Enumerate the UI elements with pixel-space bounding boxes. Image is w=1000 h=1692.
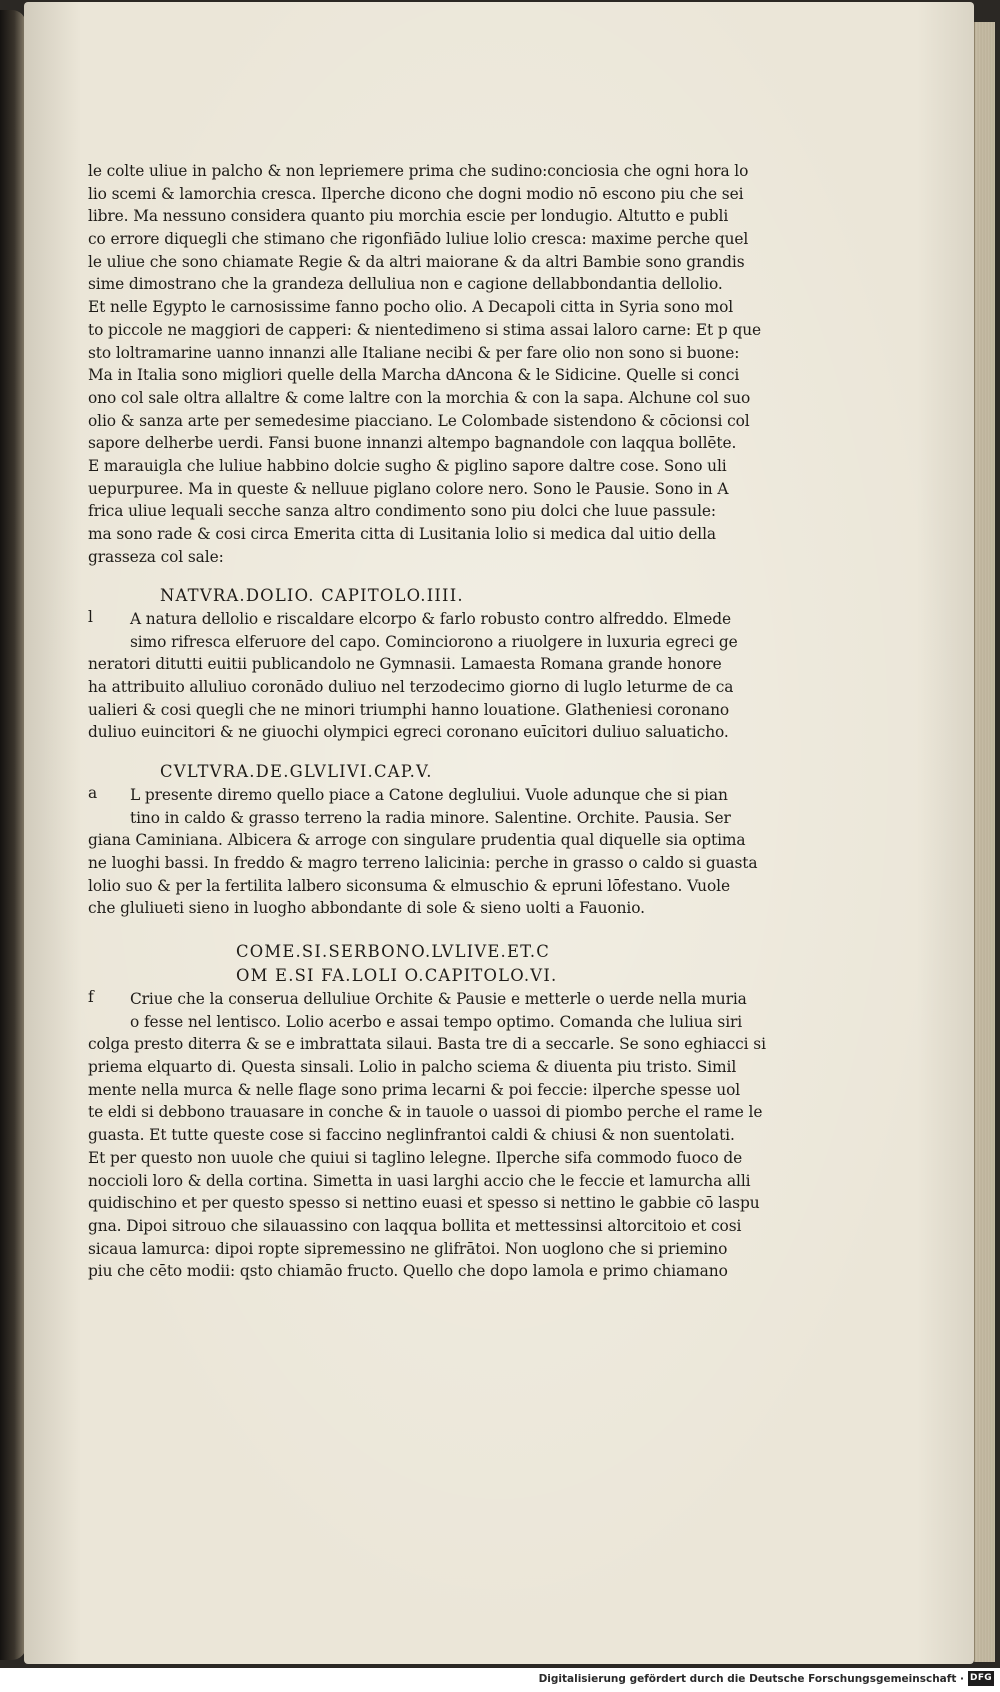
chapter-heading: OM E.SI FA.LOLI O.CAPITOLO.VI. [236, 966, 558, 985]
dfg-logo-icon: DFG [968, 1671, 994, 1686]
page-fore-edge [974, 22, 995, 1662]
funding-credit: Digitalisierung gefördert durch die Deutsche Forschungsgemeinschaft · [538, 1673, 964, 1685]
text-line: to piccole ne maggiori de capperi: & nientedimeno si stima assai laloro carne: Et p que [88, 320, 762, 339]
chapter-5 [88, 760, 758, 920]
text-line: L presente diremo quello piace a Catone degluliui. Vuole adunque che si pian [130, 786, 728, 804]
text-line: piu che cēto modii: qsto chiamāo fructo. Quello che dopo lamola e primo chiamano [88, 1262, 728, 1281]
text-line: ne luoghi bassi. In freddo & magro terreno lalicinia: perche in grasso o caldo si guasta [88, 854, 758, 873]
text-line: guasta. Et tutte queste cose si faccino neglinfrantoi caldi & chiusi & non suentolati. [88, 1126, 735, 1145]
text-line: le uliue che sono chiamate Regie & da altri maiorane & da altri Bambie sono grandis [88, 252, 745, 271]
text-line: A natura dellolio e riscaldare elcorpo & farlo robusto contro alfreddo. Elmede [130, 610, 732, 628]
text-line: tino in caldo & grasso terreno la radia minore. Salentine. Orchite. Pausia. Ser [130, 808, 731, 827]
text-line: te eldi si debbono trauasare in conche & in tauole o uassoi di piombo perche el rame le [88, 1103, 763, 1122]
text-line: ono col sale oltra allaltre & come laltre con la morchia & con la sapa. Alchune col suo [88, 388, 751, 407]
chapter-heading: COME.SI.SERBONO.LVLIVE.ET.C [236, 942, 550, 961]
text-line: giana Caminiana. Albicera & arroge con singulare prudentia qual diquelle sia optima [88, 831, 746, 850]
text-line: Et per questo non uuole che quiui si taglino lelegne. Ilperche sifa commodo fuoco de [88, 1148, 743, 1167]
text-line: lolio suo & per la fertilita lalbero siconsuma & elmuschio & epruni lōfestano. Vuole [88, 876, 730, 895]
text-line: sapore delherbe uerdi. Fansi buone innanzi altempo bagnandole con laqqua bollēte. [88, 434, 737, 453]
text-line: neratori ditutti euitii publicandolo ne Gymnasii. Lamaesta Romana grande honore [88, 655, 722, 674]
text-line: colga presto diterra & se e imbrattata silaui. Basta tre di a seccarle. Se sono eghiacci si [88, 1035, 766, 1054]
text-line: Criue che la conserua delluliue Orchite & Pausie e metterle o uerde nella muria [130, 990, 747, 1008]
text-line: E marauigla che luliue habbino dolcie sugho & piglino sapore daltre cose. Sono uli [88, 456, 727, 475]
text-line: priema elquarto di. Questa sinsali. Lolio in palcho sciema & diuenta piu tristo. Simil [88, 1058, 737, 1077]
chapter-4 [88, 584, 738, 744]
text-line: Ma in Italia sono migliori quelle della Marcha dAncona & le Sidicine. Quelle si conci [88, 366, 740, 385]
guide-letter: f [88, 988, 94, 1006]
text-line: che gluliueti sieno in luogho abbondante di sole & sieno uolti a Fauonio. [88, 899, 645, 918]
book-spine-shadow [0, 10, 26, 1660]
guide-letter: a [88, 784, 98, 802]
text-line: frica uliue lequali secche sanza altro condimento sono piu dolci che luue passule: [88, 502, 717, 521]
chapter-heading: NATVRA.DOLIO. CAPITOLO.IIII. [160, 586, 464, 605]
text-line: mente nella murca & nelle flage sono prima lecarni & poi feccie: ilperche spesse uol [88, 1080, 741, 1099]
text-line: duliuo euincitori & ne giuochi olympici egreci coronano euīcitori duliuo saluaticho. [88, 723, 729, 742]
text-line: olio & sanza arte per semedesime piacciano. Le Colombade sistendono & cōcionsi col [88, 411, 750, 430]
text-line: grasseza col sale: [88, 547, 224, 566]
text-line: Et nelle Egypto le carnosissime fanno pocho olio. A Decapoli citta in Syria sono mol [88, 298, 734, 317]
text-line: ha attribuito alluliuo coronādo duliuo nel terzodecimo giorno di luglo leturme de ca [88, 678, 734, 697]
text-line: sime dimostrano che la grandeza delluliua non e cagione dellabbondantia dellolio. [88, 275, 723, 294]
chapter-heading: CVLTVRA.DE.GLVLIVI.CAP.V. [160, 762, 433, 781]
text-line: simo rifresca elferuore del capo. Cominciorono a riuolgere in luxuria egreci ge [130, 632, 738, 651]
text-line: co errore diquegli che stimano che rigonfiādo luliue lolio cresca: maxime perche quel [88, 230, 749, 249]
footer-bar [0, 1668, 1000, 1692]
text-line: libre. Ma nessuno considera quanto piu morchia escie per londugio. Altutto e publi [88, 207, 729, 226]
text-line: sto loltramarine uanno innanzi alle Italiane necibi & per fare olio non sono si buone: [88, 343, 740, 362]
text-line: sicaua lamurca: dipoi ropte sipremessino ne glifrātoi. Non uoglono che si priemino [88, 1239, 728, 1258]
text-line: quidischino et per questo spesso si nettino euasi et spesso si nettino le gabbie cō laspu [88, 1194, 760, 1213]
guide-letter: l [88, 608, 93, 626]
text-line: uepurpuree. Ma in queste & nelluue piglano colore nero. Sono le Pausie. Sono in A [88, 479, 729, 498]
text-line: noccioli loro & della cortina. Simetta in uasi larghi accio che le feccie et lamurcha alli [88, 1171, 751, 1190]
text-line: lio scemi & lamorchia cresca. Ilperche dicono che dogni modio nō escono piu che sei [88, 184, 744, 203]
text-line: le colte uliue in palcho & non lepriemere prima che sudino:conciosia che ogni hora lo [88, 162, 749, 180]
intro-paragraph [88, 160, 762, 568]
text-line: ma sono rade & cosi circa Emerita citta di Lusitania lolio si medica dal uitio della [88, 525, 716, 543]
chapter-6 [88, 940, 766, 1283]
text-line: o fesse nel lentisco. Lolio acerbo e assai tempo optimo. Comanda che luliua siri [130, 1012, 743, 1031]
text-line: gna. Dipoi sitrouo che silauassino con laqqua bollita et mettessinsi altorcitoio et cosi [88, 1216, 742, 1235]
text-line: ualieri & cosi quegli che ne minori triumphi hanno louatione. Glatheniesi coronano [88, 700, 730, 719]
